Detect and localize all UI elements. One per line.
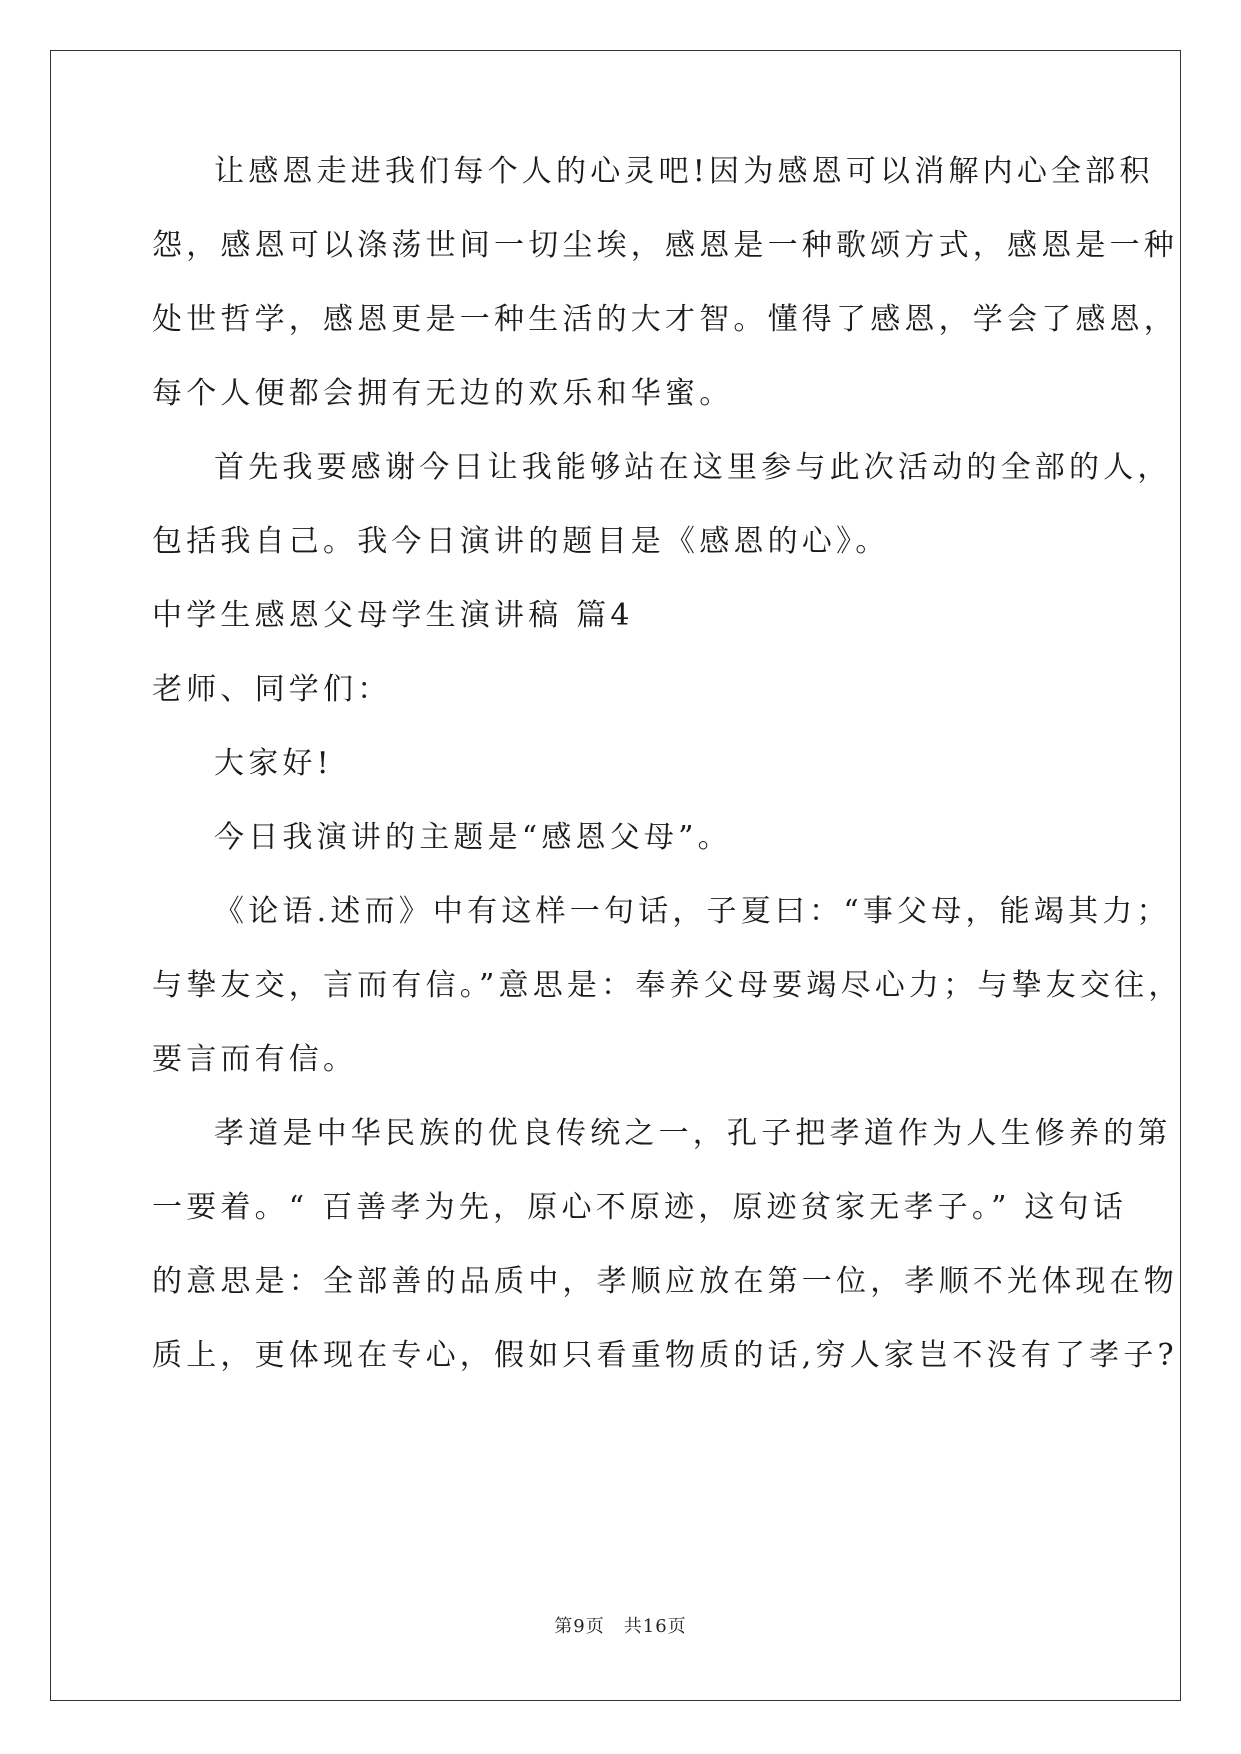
paragraph-line: 今日我演讲的主题是“感恩父母”。: [214, 820, 732, 855]
salutation: 老师、同学们：: [152, 672, 392, 707]
greeting: 大家好!: [214, 746, 333, 781]
paragraph-line: 的意思是：全部善的品质中，孝顺应放在第一位，孝顺不光体现在物: [152, 1264, 1178, 1299]
paragraph-line: 怨，感恩可以涤荡世间一切尘埃，感恩是一种歌颂方式，感恩是一种: [152, 228, 1178, 263]
paragraph-line: 要言而有信。: [152, 1042, 358, 1077]
section-heading: 中学生感恩父母学生演讲稿 篇4: [152, 598, 634, 633]
paragraph-line: 每个人便都会拥有无边的欢乐和华蜜。: [152, 376, 734, 411]
paragraph-line: 处世哲学，感恩更是一种生活的大才智。懂得了感恩，学会了感恩，: [152, 302, 1178, 337]
paragraph-line: 首先我要感谢今日让我能够站在这里参与此次活动的全部的人，: [214, 450, 1172, 485]
paragraph-line: 与挚友交，言而有信。”意思是：奉养父母要竭尽心力；与挚友交往，: [152, 968, 1183, 1003]
paragraph-line: 质上，更体现在专心，假如只看重物质的话,穷人家岂不没有了孝子?: [152, 1338, 1178, 1373]
page-number-footer: 第9页 共16页: [554, 1616, 687, 1637]
paragraph-line: 孝道是中华民族的优良传统之一，孔子把孝道作为人生修养的第: [214, 1116, 1172, 1151]
page-border: [50, 50, 1181, 1701]
paragraph-line: 包括我自己。我今日演讲的题目是《感恩的心》。: [152, 524, 890, 559]
paragraph-line: 《论语.述而》中有这样一句话，子夏曰：“事父母，能竭其力；: [214, 894, 1171, 929]
paragraph-line: 一要着。“ 百善孝为先，原心不原迹，原迹贫家无孝子。” 这句话: [152, 1190, 1127, 1225]
paragraph-line: 让感恩走进我们每个人的心灵吧!因为感恩可以消解内心全部积: [214, 154, 1154, 189]
